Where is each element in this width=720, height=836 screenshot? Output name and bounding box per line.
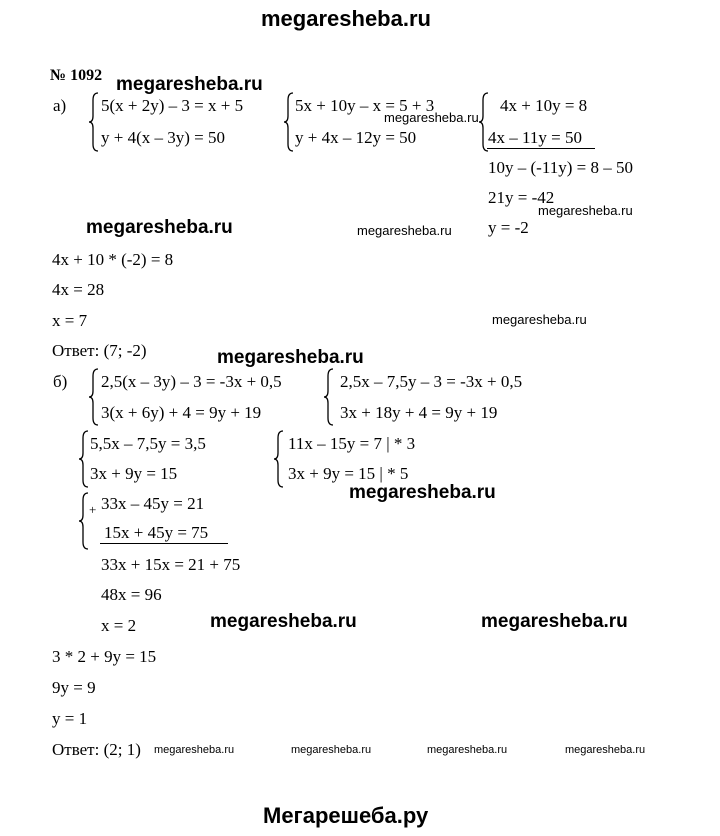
part-b-label: б) [53,372,68,391]
step: y = 1 [52,709,88,728]
step: 4x = 28 [52,280,105,299]
equation: 5,5x – 7,5y = 3,5 [90,434,206,453]
step: 48x = 96 [101,585,162,604]
equation: y + 4x – 12y = 50 [295,128,417,147]
equation: y + 4(x – 3y) = 50 [101,128,225,147]
equation: 2,5x – 7,5y – 3 = -3x + 0,5 [340,372,523,391]
equation: 33x – 45y = 21 [101,494,205,513]
system-brace [88,368,100,426]
watermark: megaresheba.ru [291,744,372,756]
step: 3 * 2 + 9y = 15 [52,647,157,666]
system-brace [283,92,295,152]
equation: 3x + 9y = 15 [90,464,178,483]
step: x = 7 [52,311,88,330]
watermark: megaresheba.ru [538,203,633,218]
watermark: megaresheba.ru [384,110,479,125]
equation: 4x – 11y = 50 [488,128,582,147]
part-a-label: а) [53,96,67,115]
watermark: megaresheba.ru [427,744,508,756]
answer: Ответ: (7; -2) [52,341,147,360]
system-brace [273,430,285,488]
equation: 5x + 10y – x = 5 + 3 [295,96,435,115]
step: 9y = 9 [52,678,96,697]
equation: 3x + 18y + 4 = 9y + 19 [340,403,498,422]
watermark: megaresheba.ru [492,312,587,327]
system-brace [78,430,90,488]
equation: 3(x + 6y) + 4 = 9y + 19 [101,403,262,422]
problem-number: № 1092 [50,67,103,84]
watermark: megaresheba.ru [210,611,357,632]
underline [487,148,595,149]
equation: 4x + 10y = 8 [500,96,588,115]
step: x = 2 [101,616,137,635]
system-brace [323,368,335,426]
header-site-title[interactable]: megaresheba.ru [261,6,431,31]
step: 10y – (-11y) = 8 – 50 [488,158,633,177]
plus-sign: + [89,502,97,517]
footer-site-title[interactable]: Мегарешеба.ру [263,803,429,828]
system-brace [88,92,100,152]
step: y = -2 [488,218,529,237]
watermark: megaresheba.ru [349,482,496,503]
watermark: megaresheba.ru [481,611,628,632]
watermark: megaresheba.ru [86,217,233,238]
equation: 3x + 9y = 15 | * 5 [288,464,409,483]
watermark: megaresheba.ru [565,744,646,756]
watermark: megaresheba.ru [154,744,235,756]
step: 21y = -42 [488,188,555,207]
watermark: megaresheba.ru [217,347,364,368]
underline [100,543,228,544]
equation: 15x + 45y = 75 [104,523,209,542]
step: 33x + 15x = 21 + 75 [101,555,241,574]
answer: Ответ: (2; 1) [52,740,141,759]
watermark: megaresheba.ru [357,223,452,238]
equation: 11x – 15y = 7 | * 3 [288,434,416,453]
watermark: megaresheba.ru [116,74,263,95]
step: 4x + 10 * (-2) = 8 [52,250,174,269]
equation: 5(x + 2y) – 3 = x + 5 [101,96,244,115]
equation: 2,5(x – 3y) – 3 = -3x + 0,5 [101,372,282,391]
